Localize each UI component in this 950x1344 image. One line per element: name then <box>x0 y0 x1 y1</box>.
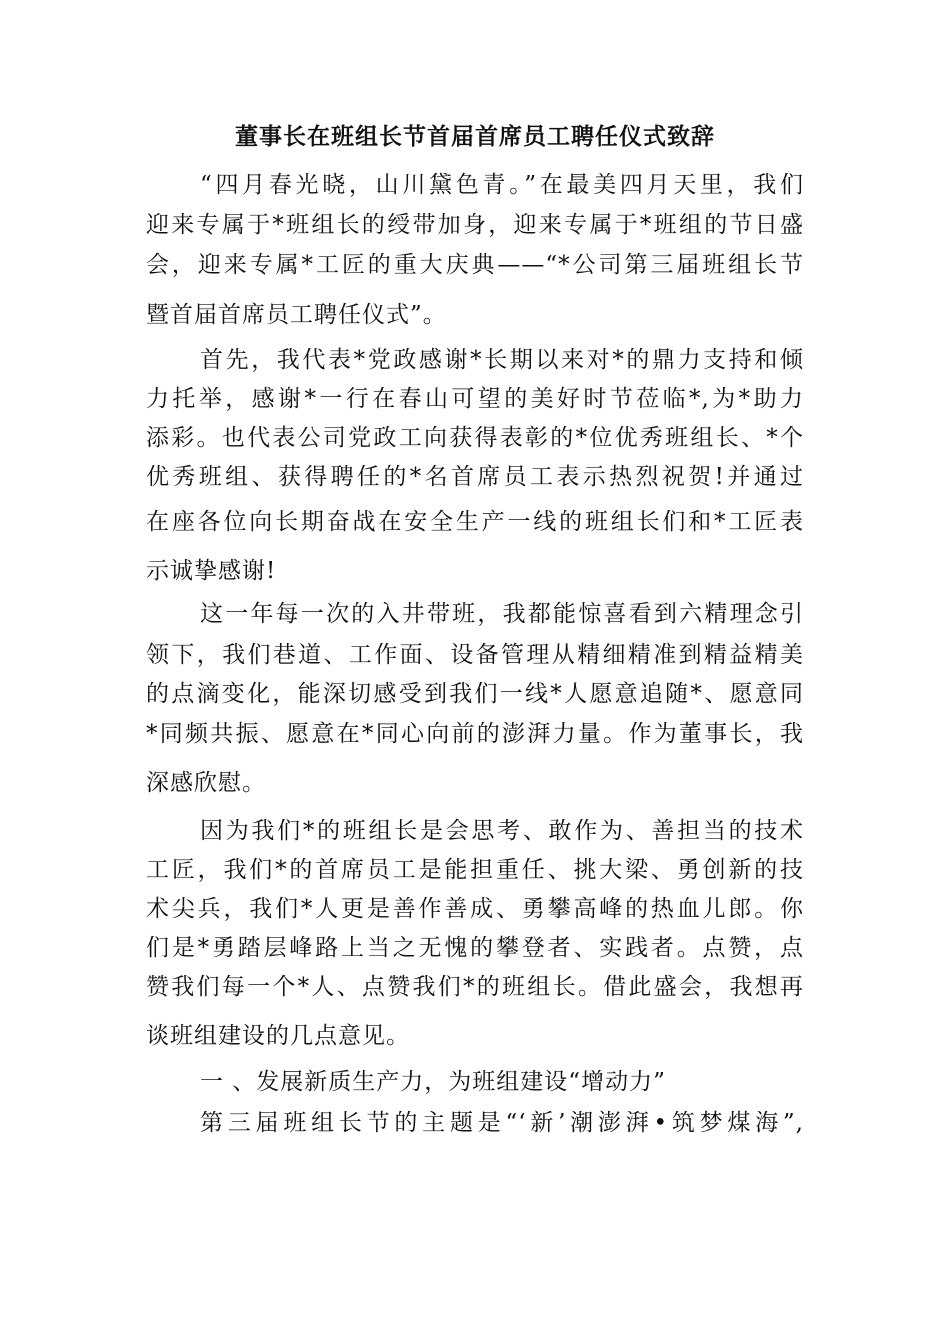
paragraph-line: 们是*勇踏层峰路上当之无愧的攀登者、实践者。点赞，点 <box>146 935 804 961</box>
paragraph-line: 示诚挚感谢! <box>146 558 277 584</box>
paragraph-line: 术尖兵，我们*人更是善作善成、勇攀高峰的热血儿郎。你 <box>146 896 804 922</box>
paragraph-line: 第三届班组长节的主题是“‘新’潮澎湃•筑梦煤海”, <box>200 1110 804 1136</box>
paragraph-line: 深感欣慰。 <box>146 770 266 796</box>
paragraph-line: 因为我们*的班组长是会思考、敢作为、善担当的技术 <box>200 818 804 844</box>
section-heading-line: 一 、发展新质生产力，为班组建设“增动力” <box>200 1069 666 1095</box>
paragraph-line: “四月春光晓，山川黛色青。”在最美四月天里，我们 <box>200 172 804 198</box>
paragraph-line: 添彩。也代表公司党政工向获得表彰的*位优秀班组长、*个 <box>146 425 804 451</box>
paragraph-line: 工匠，我们*的首席员工是能担重任、挑大梁、勇创新的技 <box>146 857 804 883</box>
paragraph-line: 领下，我们巷道、工作面、设备管理从精细精准到精益精美 <box>146 642 804 668</box>
document-title: 董事长在班组长节首届首席员工聘任仪式致辞 <box>235 124 715 150</box>
paragraph-line: 力托举，感谢*一行在春山可望的美好时节莅临*,为*助力 <box>146 386 804 412</box>
paragraph-line: 赞我们每一个*人、点赞我们*的班组长。借此盛会，我想再 <box>146 974 804 1000</box>
paragraph-line: 首先，我代表*党政感谢*长期以来对*的鼎力支持和倾 <box>200 347 804 373</box>
paragraph-line: 在座各位向长期奋战在安全生产一线的班组长们和*工匠表 <box>146 509 804 535</box>
paragraph-line: 这一年每一次的入井带班，我都能惊喜看到六精理念引 <box>200 601 804 627</box>
paragraph-line: 谈班组建设的几点意见。 <box>146 1023 410 1049</box>
paragraph-line: 迎来专属于*班组长的绶带加身，迎来专属于*班组的节日盛 <box>146 212 804 238</box>
paragraph-line: 暨首届首席员工聘任仪式”。 <box>146 302 447 328</box>
paragraph-line: 优秀班组、获得聘任的*名首席员工表示热烈祝贺!并通过 <box>146 464 804 490</box>
paragraph-line: 会，迎来专属*工匠的重大庆典——“*公司第三届班组长节 <box>146 252 804 278</box>
paragraph-line: *同频共振、愿意在*同心向前的澎湃力量。作为董事长，我 <box>146 721 804 747</box>
paragraph-line: 的点滴变化，能深切感受到我们一线*人愿意追随*、愿意同 <box>146 681 804 707</box>
